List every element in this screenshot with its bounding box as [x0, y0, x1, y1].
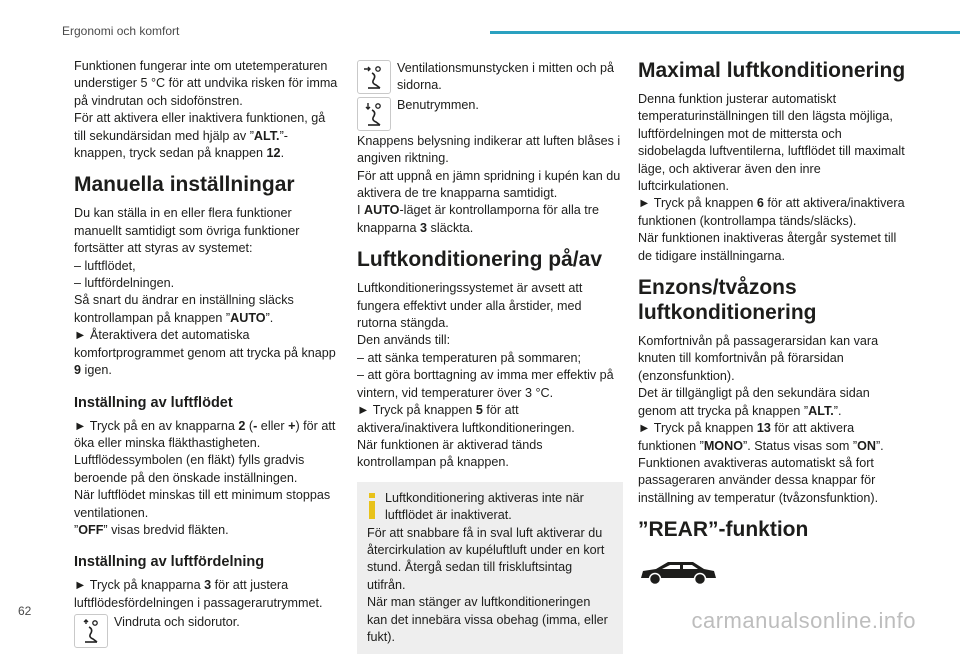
icon-caption: Benutrymmen.	[397, 97, 479, 112]
text: Det är tillgängligt på den sekundära sidan genom att trycka på knappen ”	[638, 386, 870, 418]
paragraph: Luftkonditioneringssystemet är avsett att fungera effektivt under alla årstider, med rutorna stängda.	[357, 281, 583, 331]
paragraph: Komfortnivån på passagerarsidan kan vara knuten till komfortnivån på förarsidan (enzonsfunktion).	[638, 334, 879, 383]
text: igen.	[81, 363, 112, 378]
text: ”.	[875, 438, 884, 453]
paragraph	[638, 195, 908, 230]
text: För att aktivera eller inaktivera funktionen, gå till sekundärsidan med hjälp av ”	[74, 111, 326, 143]
paragraph: Funktionen fungerar inte om utetemperaturen understiger 5 °C för att undvika risken för imma på vindrutan och sidofönstren.	[74, 59, 338, 108]
text: ) för att öka eller minska fläkthastigheten.	[74, 418, 336, 450]
paragraph	[74, 292, 339, 327]
footwell-airflow-icon	[357, 97, 391, 131]
button-number: 3	[204, 578, 212, 593]
button-number: 12	[266, 146, 281, 161]
text: ”.	[833, 403, 842, 418]
text: -läget är kontrollamporna för alla tre knapparna	[357, 203, 599, 235]
text: ”.	[265, 310, 274, 325]
info-text: För att snabbare få in sval luft aktiverar du återcirkulation av kupéluftluft under en kort stund. Återgå sedan till friskluftsintag utifrån.	[367, 525, 605, 592]
text: ► Återaktivera det automatiska komfortprogrammet genom att trycka på knapp	[74, 328, 336, 360]
header-accent-bar	[490, 31, 960, 34]
paragraph: Funktionen avaktiveras automatiskt så fort passageraren använder dessa knappar för inställning av temperatur (tvåzonsfunktion).	[638, 455, 879, 505]
icon-row-vents	[357, 60, 623, 95]
on-label: ON	[857, 438, 876, 453]
mono-label: MONO	[703, 438, 743, 453]
text: ► Tryck på knapparna	[74, 578, 205, 593]
windscreen-airflow-icon	[74, 614, 108, 648]
list-item: – luftfördelningen.	[74, 276, 175, 291]
heading-max-ac: Maximal luftkonditionering	[638, 59, 906, 82]
paragraph	[357, 202, 623, 237]
icon-caption: Ventilationsmunstycken i mitten och på sidorna.	[397, 61, 615, 93]
off-label: OFF	[78, 522, 104, 537]
paragraph: Denna funktion justerar automatiskt temperaturinställningen till den lägsta möjliga, luftfördelningen mot de mittersta och sidobelagda luftventilerna, luftflödet till maximalt läge, och aktiverar även den inre luftcirkulationen.	[638, 92, 905, 194]
heading-zone-ac: Enzons/tvåzons luftkonditionering	[638, 276, 817, 325]
icon-caption: Vindruta och sidorutor.	[114, 615, 240, 630]
info-icon	[367, 493, 377, 524]
column-3	[638, 58, 908, 592]
paragraph: Du kan ställa in en eller flera funktioner manuellt samtidigt som övriga funktioner fortsätter att styras av systemet:	[74, 206, 300, 256]
button-number: 13	[756, 421, 771, 436]
text: för att justera luftflödesfördelningen i passagerarutrymmet.	[74, 578, 323, 610]
heading-manual-settings: Manuella inställningar	[74, 173, 295, 197]
list-item: – luftflödet,	[74, 258, 136, 273]
paragraph	[638, 385, 908, 420]
paragraph	[74, 327, 339, 379]
icon-row-footwell	[357, 97, 623, 131]
page-number: 62	[18, 604, 32, 618]
text: ”. Status visas som ”	[743, 438, 858, 453]
text: ► Tryck på en av knapparna	[74, 418, 239, 433]
info-box	[357, 482, 623, 654]
plus-label: +	[288, 418, 296, 433]
face-vents-airflow-icon	[357, 60, 391, 94]
minus-label: -	[253, 418, 258, 433]
button-number: 9	[74, 363, 82, 378]
paragraph: För att uppnå en jämn spridning i kupén kan du aktivera de tre knapparna samtidigt.	[357, 168, 621, 201]
auto-label: AUTO	[364, 203, 400, 218]
list-item: – att göra borttagning av imma mer effektiv på vintern, vid temperaturer över 3 °C.	[357, 368, 614, 400]
paragraph: Den används till:	[357, 333, 451, 348]
text: för att aktivera/inaktivera funktionen (kontrollampa tänds/släcks).	[638, 196, 905, 228]
paragraph: Knappens belysning indikerar att luften blåses i angiven riktning.	[357, 133, 621, 166]
info-first-line	[367, 490, 613, 525]
paragraph	[74, 110, 339, 162]
text: (	[245, 418, 254, 433]
paragraph: Luftflödessymbolen (en fläkt) fylls gradvis beroende på den önskade inställningen.	[74, 453, 305, 485]
paragraph: När funktionen är aktiverad tänds kontrollampan på knappen.	[357, 437, 543, 470]
text: eller	[257, 418, 289, 433]
text: släckta.	[427, 220, 474, 235]
auto-label: AUTO	[230, 310, 266, 325]
paragraph	[74, 577, 339, 612]
text: I	[357, 203, 364, 218]
heading-rear-function: ”REAR”-funktion	[638, 518, 809, 542]
text: ” visas bredvid fläkten.	[103, 522, 229, 537]
paragraph	[74, 522, 339, 539]
column-1	[74, 58, 339, 650]
alt-label: ALT.	[253, 128, 280, 143]
paragraph	[638, 420, 908, 455]
car-icon	[638, 556, 908, 591]
heading-ac-on-off: Luftkonditionering på/av	[357, 248, 602, 272]
paragraph: När funktionen inaktiveras återgår systemet till de tidigare inställningarna.	[638, 231, 897, 263]
text: Så snart du ändrar en inställning släcks kontrollampan på knappen ”	[74, 293, 294, 325]
text: för att aktivera funktionen ”	[638, 421, 855, 453]
watermark: carmanualsonline.info	[691, 608, 916, 633]
heading-air-distribution: Inställning av luftfördelning	[74, 554, 265, 571]
button-number: 3	[420, 220, 428, 235]
text: ► Tryck på knappen	[638, 196, 757, 211]
text: ”	[74, 522, 79, 537]
button-number: 6	[756, 196, 764, 211]
text: för att aktivera/inaktivera luftkonditioneringen.	[357, 403, 575, 435]
alt-label: ALT.	[808, 403, 834, 418]
button-number: 2	[238, 418, 246, 433]
text: ”-knappen, tryck sedan på knappen	[74, 128, 288, 161]
list-item: – att sänka temperaturen på sommaren;	[357, 350, 582, 365]
info-text: När man stänger av luftkonditioneringen kan det innebära vissa obehag (imma, eller fukt).	[367, 595, 608, 644]
column-2	[357, 58, 623, 654]
info-text: Luftkonditionering aktiveras inte när luftflödet är inaktiverat.	[385, 490, 584, 523]
button-number: 5	[475, 403, 483, 418]
icon-row-windscreen	[74, 614, 339, 648]
section-header: Ergonomi och komfort	[62, 24, 180, 38]
paragraph: När luftflödet minskas till ett minimum stoppas ventilationen.	[74, 488, 331, 520]
paragraph	[357, 402, 623, 437]
paragraph	[74, 418, 339, 453]
heading-air-flow: Inställning av luftflödet	[74, 394, 233, 411]
text: ► Tryck på knappen	[638, 421, 757, 436]
text: ► Tryck på knappen	[357, 403, 476, 418]
text: .	[280, 146, 285, 161]
